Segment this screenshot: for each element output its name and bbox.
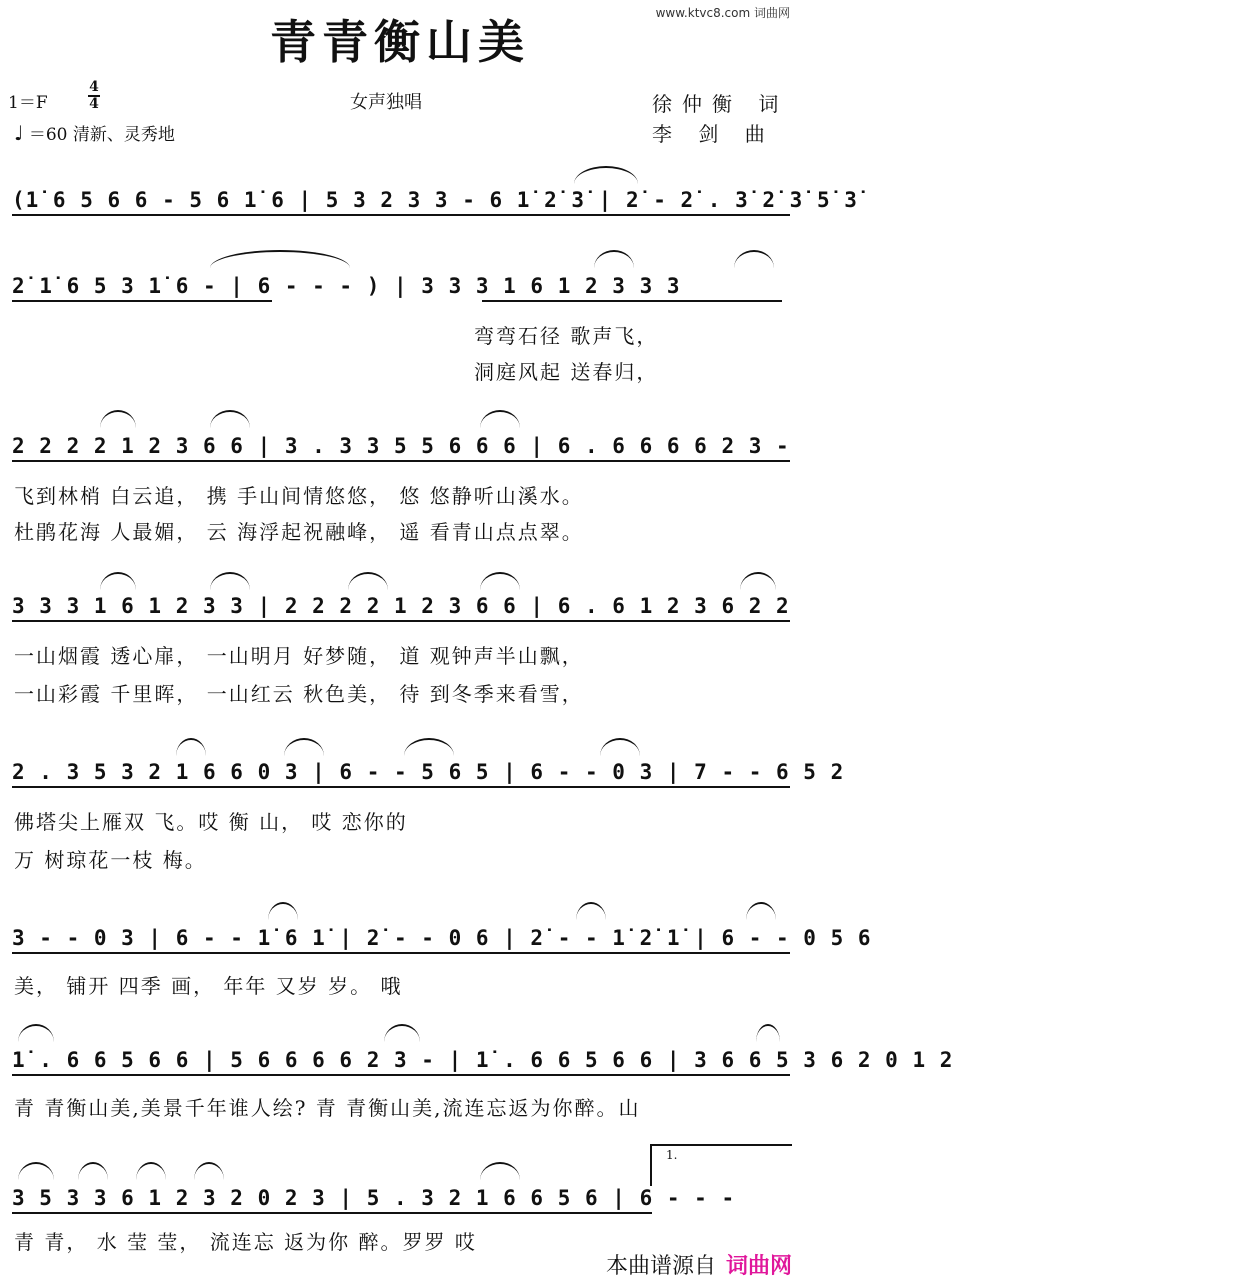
slur bbox=[210, 572, 250, 590]
performance-type: 女声独唱 bbox=[350, 92, 422, 113]
slur bbox=[176, 738, 206, 756]
lyric-verse-2: 洞庭风起 送春归， bbox=[474, 360, 659, 384]
beam-line bbox=[482, 300, 782, 302]
lyric-verse-2: 杜鹃花海 人最媚， 云 海浮起祝融峰， 遥 看青山点点翠。 bbox=[14, 520, 584, 544]
beam-line bbox=[12, 214, 790, 216]
footer-source: 本曲谱源自 bbox=[605, 1254, 716, 1279]
slur bbox=[740, 572, 776, 590]
slur bbox=[348, 572, 388, 590]
time-signature bbox=[88, 80, 100, 112]
slur bbox=[576, 902, 606, 920]
slur bbox=[18, 1162, 54, 1180]
slur bbox=[384, 1024, 420, 1042]
score-row-4 bbox=[12, 590, 790, 634]
notation-text: 3 - - 0 3 | 6 - - 1̇ 6 1̇ | 2̇ - - 0 6 | 2̇ - - 1̇ 2̇ 1̇ | 6 - - 0 5 6 bbox=[12, 926, 872, 950]
notation-text: 3 5 3 3 6 1 2 3 2 0 2 3 | 5 . 3 2 1 6 6 5 6 | 6 - - - bbox=[12, 1186, 736, 1210]
lyricist-credit: 徐仲衡 词 bbox=[652, 92, 789, 116]
lyric-verse-2: 一山彩霞 千里晖， 一山红云 秋色美， 待 到冬季来看雪， bbox=[14, 682, 584, 706]
footer-credit bbox=[606, 1249, 792, 1280]
slur bbox=[100, 410, 136, 428]
first-ending-bracket bbox=[650, 1144, 792, 1186]
tempo-marking bbox=[14, 120, 175, 145]
beam-line bbox=[12, 300, 272, 302]
notation-line bbox=[12, 1044, 954, 1072]
beam-line bbox=[12, 952, 790, 954]
slur bbox=[480, 1162, 520, 1180]
slur bbox=[78, 1162, 108, 1180]
slur bbox=[404, 738, 454, 756]
score-row-7 bbox=[12, 1044, 954, 1088]
lyric-verse-1: 飞到林梢 白云追， 携 手山间情悠悠， 悠 悠静听山溪水。 bbox=[14, 484, 584, 508]
notation-text: 1̇ . 6 6 5 6 6 | 5 6 6 6 6 2 3 - | 1̇ . 6 6 5 6 6 | 3 6 6 5 3 6 2 0 1 2 bbox=[12, 1048, 954, 1072]
beam-line bbox=[12, 460, 790, 462]
slur bbox=[18, 1024, 54, 1042]
slur bbox=[194, 1162, 224, 1180]
score-row-5 bbox=[12, 756, 845, 800]
slur bbox=[284, 738, 324, 756]
notation-line bbox=[12, 430, 790, 458]
lyric-verse-1: 弯弯石径 歌声飞， bbox=[474, 324, 659, 348]
score-row-1 bbox=[12, 184, 858, 228]
slur bbox=[756, 1024, 780, 1042]
beam-line bbox=[12, 1212, 652, 1214]
lyric-verse-1: 一山烟霞 透心扉， 一山明月 好梦随， 道 观钟声半山飘， bbox=[14, 644, 584, 668]
score-row-3 bbox=[12, 430, 790, 474]
lyric-verse-2: 万 树琼花一枝 梅。 bbox=[14, 848, 207, 872]
watermark: www.ktvc8.com 词曲网 bbox=[655, 6, 790, 20]
tempo-text: ＝60 清新、灵秀地 bbox=[28, 125, 175, 145]
time-signature-bottom: 4 bbox=[89, 96, 99, 112]
beam-line bbox=[12, 1074, 790, 1076]
notation-line bbox=[12, 922, 872, 950]
slur bbox=[574, 166, 638, 184]
notation-line bbox=[12, 184, 858, 212]
lyric-verse-1: 佛塔尖上雁双 飞。哎 衡 山， 哎 恋你的 bbox=[14, 810, 408, 834]
slur bbox=[268, 902, 298, 920]
time-signature-top: 4 bbox=[89, 79, 99, 95]
notation-line bbox=[12, 1182, 790, 1210]
notation-line bbox=[12, 590, 790, 618]
score-row-8 bbox=[12, 1182, 790, 1226]
slur bbox=[210, 250, 350, 268]
notation-line bbox=[12, 270, 790, 298]
slur bbox=[600, 738, 640, 756]
slur bbox=[746, 902, 776, 920]
notation-text: 2̇ 1̇ 6 5 3 1̇ 6 - | 6 - - - ) | 3 3 3 1 6 1 2 3 3 3 bbox=[12, 274, 681, 298]
lyric-verse-1: 青 青， 水 莹 莹， 流连忘 返为你 醉。罗罗 哎 bbox=[14, 1230, 477, 1254]
slur bbox=[480, 410, 520, 428]
beam-line bbox=[12, 786, 790, 788]
notation-text: 3 3 3 1 6 1 2 3 3 | 2 2 2 2 1 2 3 6 6 | 6 . 6 1 2 3 6 2 2 bbox=[12, 594, 790, 618]
notation-text: 2 . 3 5 3 2 1 6 6 0 3 | 6 - - 5 6 5 | 6 - - 0 3 | 7 - - 6 5 2 bbox=[12, 760, 845, 784]
footer-brand[interactable]: 词曲网 bbox=[725, 1254, 792, 1279]
slur bbox=[734, 250, 774, 268]
slur bbox=[480, 572, 520, 590]
composer-credit: 李 剑 曲 bbox=[652, 122, 775, 146]
slur bbox=[210, 410, 250, 428]
ending-label: 1. bbox=[666, 1148, 678, 1162]
page-title: 青青衡山美 bbox=[270, 15, 530, 69]
notation-text: (1̇ 6 5 6 6 - 5 6 1̇ 6 | 5 3 2 3 3 - 6 1̇ 2̇ 3̇ | 2̇ - 2̇ . 3̇ 2̇ 3̇ 5̇ 3̇ bbox=[12, 188, 858, 212]
score-row-2 bbox=[12, 270, 790, 314]
lyric-verse-1: 青 青衡山美,美景千年谁人绘? 青 青衡山美,流连忘返为你醉。山 bbox=[14, 1096, 641, 1120]
slur bbox=[594, 250, 634, 268]
notation-text: 2 2 2 2 1 2 3 6 6 | 3 . 3 3 5 5 6 6 6 | 6 . 6 6 6 6 2 3 - bbox=[12, 434, 790, 458]
lyric-verse-1: 美， 铺开 四季 画， 年年 又岁 岁。 哦 bbox=[14, 974, 403, 998]
notation-line bbox=[12, 756, 845, 784]
key-signature: 1＝F bbox=[8, 93, 48, 113]
slur bbox=[136, 1162, 166, 1180]
quarter-note-icon: ♩ bbox=[14, 121, 24, 145]
slur bbox=[100, 572, 136, 590]
score-row-6 bbox=[12, 922, 872, 966]
beam-line bbox=[12, 620, 790, 622]
